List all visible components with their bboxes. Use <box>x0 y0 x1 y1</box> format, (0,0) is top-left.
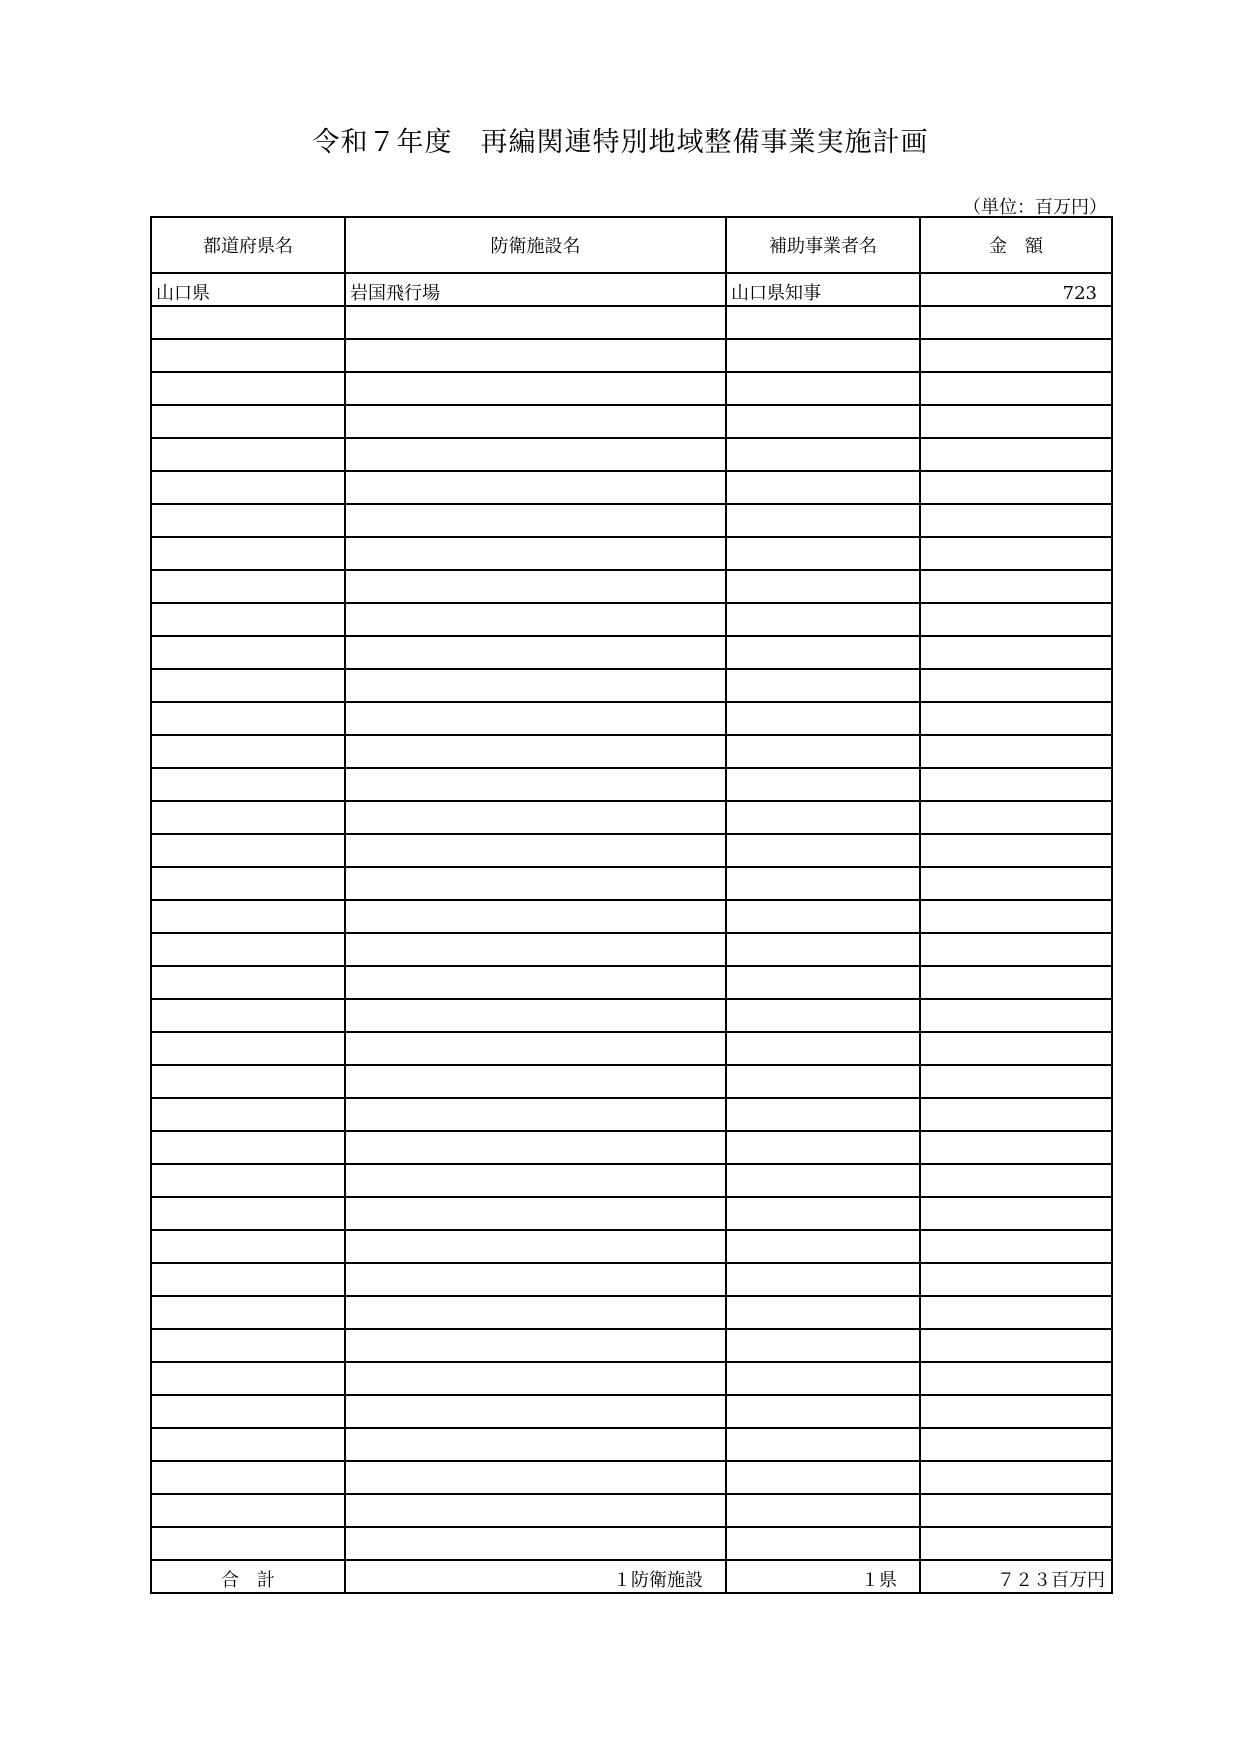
empty-table-row <box>151 1395 1112 1428</box>
cell-amount <box>920 537 1112 570</box>
cell-amount <box>920 966 1112 999</box>
cell-facility <box>345 372 726 405</box>
table-row <box>151 273 1112 306</box>
cell-operator <box>726 1098 920 1131</box>
cell-amount <box>920 1098 1112 1131</box>
cell-amount <box>920 1329 1112 1362</box>
cell-amount <box>920 1197 1112 1230</box>
cell-prefecture <box>151 471 345 504</box>
cell-prefecture <box>151 669 345 702</box>
cell-prefecture <box>151 1494 345 1527</box>
cell-prefecture <box>151 1527 345 1560</box>
cell-prefecture <box>151 372 345 405</box>
empty-table-row <box>151 801 1112 834</box>
cell-operator <box>726 1329 920 1362</box>
cell-facility <box>345 1395 726 1428</box>
cell-amount <box>920 1263 1112 1296</box>
cell-prefecture <box>151 900 345 933</box>
cell-facility <box>345 1494 726 1527</box>
header-facility: 防衛施設名 <box>345 217 726 273</box>
cell-prefecture <box>151 768 345 801</box>
cell-amount <box>920 1362 1112 1395</box>
cell-operator <box>726 1197 920 1230</box>
cell-facility <box>345 570 726 603</box>
cell-operator <box>726 636 920 669</box>
cell-operator <box>726 1032 920 1065</box>
cell-prefecture <box>151 636 345 669</box>
cell-facility <box>345 636 726 669</box>
unit-note: （単位：百万円） <box>963 197 1107 218</box>
empty-table-row <box>151 1296 1112 1329</box>
cell-facility <box>345 999 726 1032</box>
header-amount: 金 額 <box>920 217 1112 273</box>
cell-operator <box>726 1164 920 1197</box>
cell-prefecture <box>151 1395 345 1428</box>
cell-operator <box>726 1296 920 1329</box>
empty-table-row <box>151 339 1112 372</box>
total-row <box>151 1560 1112 1593</box>
cell-operator <box>726 603 920 636</box>
cell-operator <box>726 306 920 339</box>
cell-prefecture <box>151 1296 345 1329</box>
plan-table <box>150 216 1113 1594</box>
cell-operator <box>726 1230 920 1263</box>
cell-operator <box>726 570 920 603</box>
cell-prefecture <box>151 504 345 537</box>
cell-facility <box>345 801 726 834</box>
cell-facility <box>345 537 726 570</box>
cell-facility <box>345 1263 726 1296</box>
cell-amount <box>920 900 1112 933</box>
cell-amount <box>920 1296 1112 1329</box>
cell-operator <box>726 1527 920 1560</box>
cell-facility <box>345 1098 726 1131</box>
cell-prefecture <box>151 834 345 867</box>
total-amount: ７２３百万円 <box>920 1560 1112 1593</box>
cell-facility <box>345 669 726 702</box>
cell-prefecture <box>151 1197 345 1230</box>
empty-table-row <box>151 438 1112 471</box>
cell-amount <box>920 1494 1112 1527</box>
cell-amount <box>920 570 1112 603</box>
cell-facility <box>345 966 726 999</box>
empty-table-row <box>151 1428 1112 1461</box>
cell-facility <box>345 438 726 471</box>
cell-amount <box>920 306 1112 339</box>
cell-amount <box>920 1164 1112 1197</box>
cell-amount <box>920 1428 1112 1461</box>
cell-amount <box>920 438 1112 471</box>
cell-operator <box>726 405 920 438</box>
cell-facility <box>345 1164 726 1197</box>
cell-prefecture <box>151 735 345 768</box>
empty-table-row <box>151 372 1112 405</box>
empty-table-row <box>151 1032 1112 1065</box>
cell-operator <box>726 933 920 966</box>
cell-facility <box>345 1032 726 1065</box>
cell-facility <box>345 867 726 900</box>
empty-table-row <box>151 306 1112 339</box>
cell-facility <box>345 900 726 933</box>
empty-table-row <box>151 504 1112 537</box>
empty-table-row <box>151 603 1112 636</box>
cell-operator <box>726 471 920 504</box>
empty-table-row <box>151 768 1112 801</box>
cell-prefecture <box>151 1461 345 1494</box>
empty-table-row <box>151 1197 1112 1230</box>
cell-operator <box>726 1065 920 1098</box>
cell-amount <box>920 603 1112 636</box>
empty-table-row <box>151 1527 1112 1560</box>
cell-amount <box>920 1395 1112 1428</box>
cell-amount: 723 <box>920 273 1112 306</box>
table-body <box>151 273 1112 1560</box>
cell-operator <box>726 372 920 405</box>
cell-prefecture <box>151 801 345 834</box>
cell-amount <box>920 834 1112 867</box>
cell-amount <box>920 504 1112 537</box>
cell-prefecture <box>151 1164 345 1197</box>
empty-table-row <box>151 1065 1112 1098</box>
cell-facility <box>345 504 726 537</box>
cell-amount <box>920 1032 1112 1065</box>
cell-prefecture <box>151 1428 345 1461</box>
cell-amount <box>920 1230 1112 1263</box>
empty-table-row <box>151 867 1112 900</box>
cell-operator <box>726 438 920 471</box>
header-prefecture: 都道府県名 <box>151 217 345 273</box>
cell-operator <box>726 702 920 735</box>
cell-prefecture <box>151 1032 345 1065</box>
cell-facility <box>345 1428 726 1461</box>
cell-prefecture <box>151 537 345 570</box>
cell-facility <box>345 702 726 735</box>
cell-amount <box>920 735 1112 768</box>
page-title: 令和７年度 再編関連特別地域整備事業実施計画 <box>312 127 929 158</box>
cell-operator <box>726 504 920 537</box>
cell-prefecture <box>151 603 345 636</box>
cell-facility <box>345 306 726 339</box>
cell-prefecture <box>151 966 345 999</box>
cell-facility <box>345 1296 726 1329</box>
empty-table-row <box>151 834 1112 867</box>
cell-prefecture <box>151 438 345 471</box>
cell-facility <box>345 1197 726 1230</box>
empty-table-row <box>151 702 1112 735</box>
cell-amount <box>920 801 1112 834</box>
header-operator: 補助事業者名 <box>726 217 920 273</box>
cell-facility <box>345 768 726 801</box>
empty-table-row <box>151 471 1112 504</box>
cell-operator <box>726 537 920 570</box>
cell-facility <box>345 1461 726 1494</box>
empty-table-row <box>151 1329 1112 1362</box>
cell-operator <box>726 801 920 834</box>
empty-table-row <box>151 570 1112 603</box>
cell-facility <box>345 933 726 966</box>
cell-amount <box>920 1131 1112 1164</box>
empty-table-row <box>151 1164 1112 1197</box>
cell-amount <box>920 999 1112 1032</box>
cell-prefecture <box>151 1263 345 1296</box>
cell-amount <box>920 636 1112 669</box>
cell-amount <box>920 372 1112 405</box>
cell-operator <box>726 1428 920 1461</box>
cell-operator <box>726 339 920 372</box>
cell-prefecture <box>151 339 345 372</box>
empty-table-row <box>151 1362 1112 1395</box>
empty-table-row <box>151 537 1112 570</box>
empty-table-row <box>151 1230 1112 1263</box>
cell-operator <box>726 999 920 1032</box>
cell-facility <box>345 339 726 372</box>
empty-table-row <box>151 735 1112 768</box>
empty-table-row <box>151 1494 1112 1527</box>
cell-prefecture <box>151 1362 345 1395</box>
cell-amount <box>920 1461 1112 1494</box>
cell-facility <box>345 1065 726 1098</box>
empty-table-row <box>151 1098 1112 1131</box>
cell-prefecture <box>151 999 345 1032</box>
empty-table-row <box>151 1461 1112 1494</box>
cell-amount <box>920 702 1112 735</box>
cell-prefecture <box>151 1329 345 1362</box>
cell-operator <box>726 966 920 999</box>
cell-facility <box>345 471 726 504</box>
cell-operator <box>726 867 920 900</box>
cell-prefecture <box>151 1131 345 1164</box>
empty-table-row <box>151 669 1112 702</box>
cell-prefecture <box>151 306 345 339</box>
cell-operator <box>726 1263 920 1296</box>
cell-operator <box>726 1131 920 1164</box>
cell-operator <box>726 900 920 933</box>
cell-prefecture <box>151 405 345 438</box>
cell-prefecture <box>151 702 345 735</box>
cell-operator <box>726 669 920 702</box>
cell-amount <box>920 471 1112 504</box>
cell-prefecture <box>151 1098 345 1131</box>
cell-facility <box>345 1362 726 1395</box>
empty-table-row <box>151 636 1112 669</box>
empty-table-row <box>151 999 1112 1032</box>
cell-amount <box>920 933 1112 966</box>
cell-operator: 山口県知事 <box>726 273 920 306</box>
header-row <box>151 217 1112 273</box>
empty-table-row <box>151 966 1112 999</box>
cell-prefecture <box>151 570 345 603</box>
total-operator: １県 <box>726 1560 920 1593</box>
cell-facility <box>345 603 726 636</box>
cell-prefecture <box>151 867 345 900</box>
empty-table-row <box>151 1131 1112 1164</box>
cell-facility <box>345 1131 726 1164</box>
cell-amount <box>920 867 1112 900</box>
cell-amount <box>920 405 1112 438</box>
cell-facility <box>345 1230 726 1263</box>
cell-operator <box>726 834 920 867</box>
cell-operator <box>726 768 920 801</box>
cell-amount <box>920 1527 1112 1560</box>
cell-prefecture <box>151 1230 345 1263</box>
cell-prefecture <box>151 933 345 966</box>
cell-facility <box>345 1527 726 1560</box>
cell-operator <box>726 1362 920 1395</box>
total-label: 合 計 <box>151 1560 345 1593</box>
empty-table-row <box>151 933 1112 966</box>
cell-amount <box>920 1065 1112 1098</box>
empty-table-row <box>151 405 1112 438</box>
cell-operator <box>726 1395 920 1428</box>
cell-amount <box>920 768 1112 801</box>
empty-table-row <box>151 900 1112 933</box>
cell-facility <box>345 735 726 768</box>
cell-operator <box>726 735 920 768</box>
cell-facility: 岩国飛行場 <box>345 273 726 306</box>
cell-facility <box>345 834 726 867</box>
cell-facility <box>345 1329 726 1362</box>
cell-prefecture: 山口県 <box>151 273 345 306</box>
cell-amount <box>920 339 1112 372</box>
total-facility: １防衛施設 <box>345 1560 726 1593</box>
cell-prefecture <box>151 1065 345 1098</box>
cell-operator <box>726 1461 920 1494</box>
cell-amount <box>920 669 1112 702</box>
cell-facility <box>345 405 726 438</box>
cell-operator <box>726 1494 920 1527</box>
empty-table-row <box>151 1263 1112 1296</box>
